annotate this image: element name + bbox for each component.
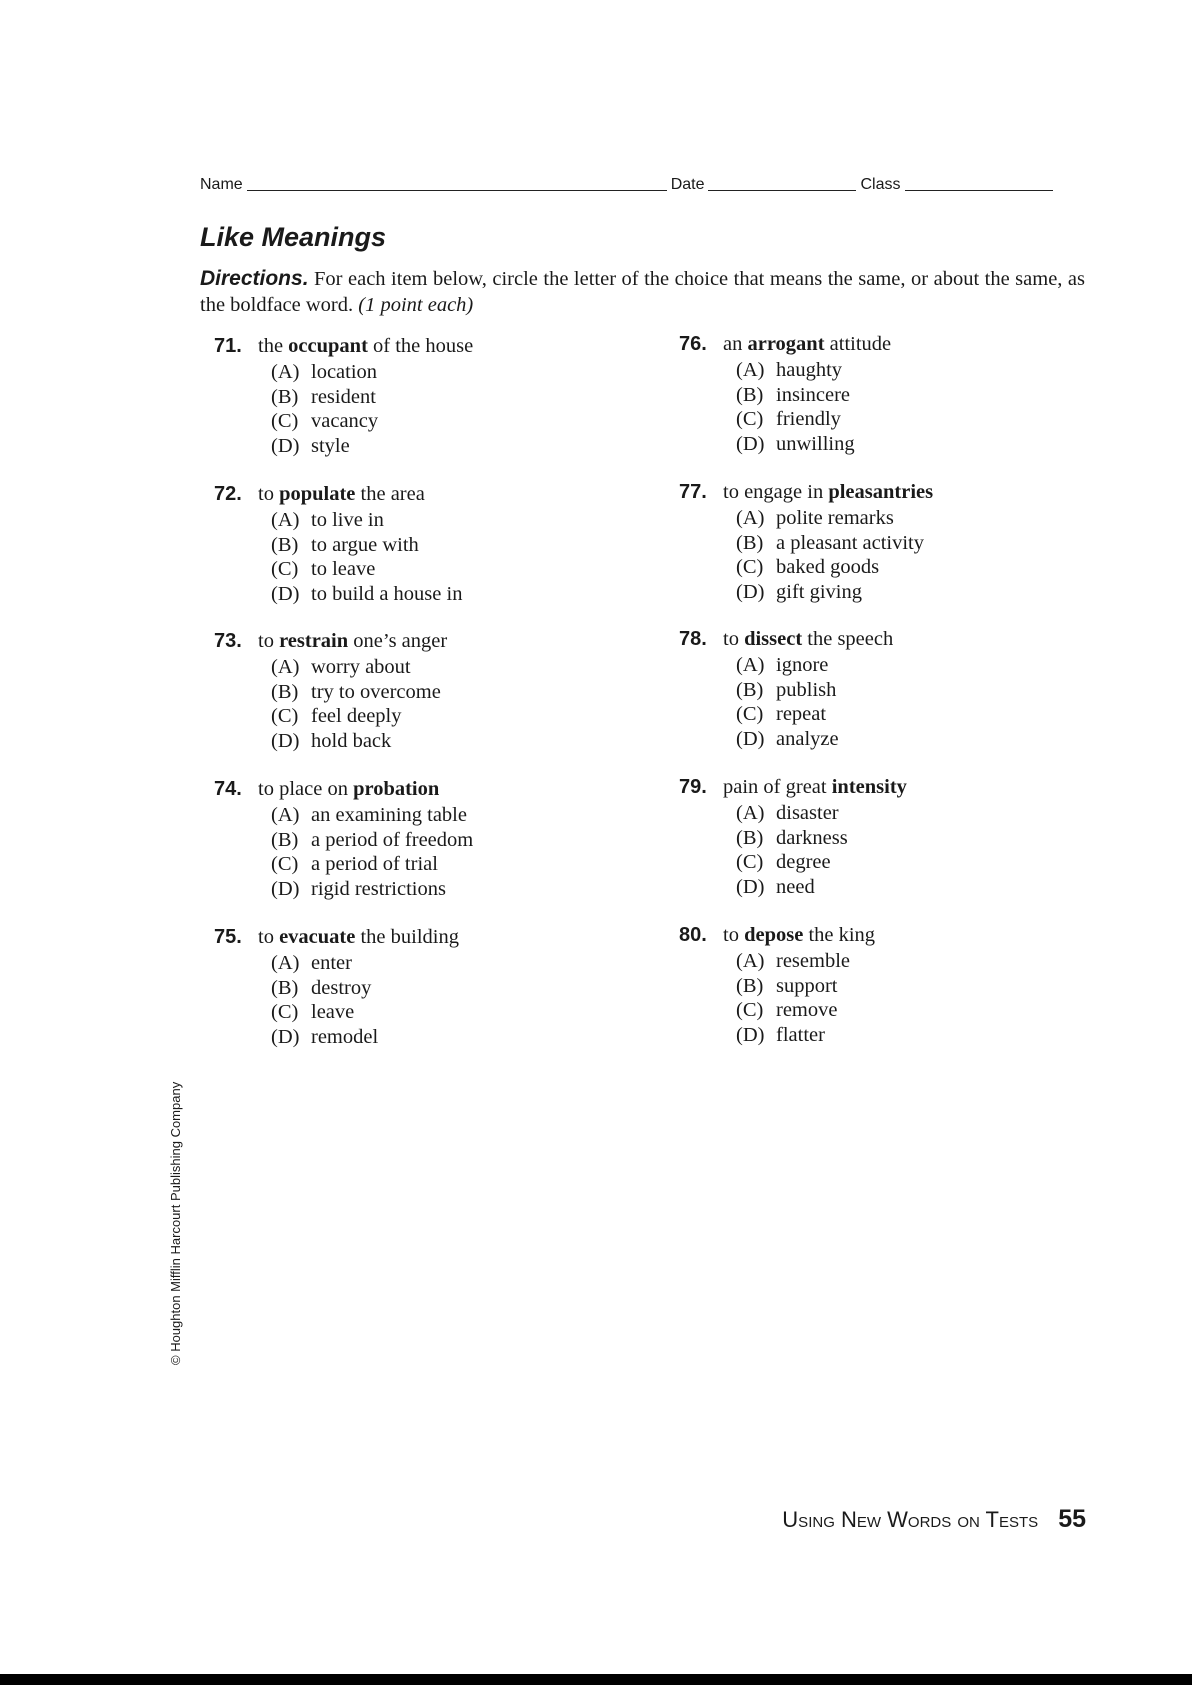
choice-letter[interactable]: (C) [736,556,764,578]
choice-letter[interactable]: (D) [271,729,300,752]
phrase-before: an [723,333,748,355]
choice-text: a period of trial [311,853,438,875]
phrase-before: to engage in [723,481,829,503]
choice-text: to leave [311,558,376,580]
choice-text: to live in [311,509,384,531]
choice-text: repeat [776,703,827,725]
choice-letter[interactable]: (C) [736,999,764,1021]
choice-text: vacancy [311,410,379,432]
choice-letter[interactable]: (B) [736,531,764,554]
choice-letter[interactable]: (C) [271,410,299,432]
question-phrase [258,923,459,951]
choice-text: need [776,875,815,898]
choice-letter[interactable]: (B) [271,828,299,851]
question-phrase [723,773,907,801]
choice-letter[interactable]: (A) [736,802,765,824]
choice-text: leave [311,1001,355,1023]
choice-text: support [776,974,838,997]
choice-text: style [311,434,350,457]
question-number: 80. [679,924,707,946]
phrase-before: the [258,335,289,357]
running-head: Using New Words on Tests [782,1507,1039,1532]
choice-letter[interactable]: (D) [271,434,300,457]
question-number: 71. [214,335,242,357]
name-blank[interactable] [247,190,667,191]
choice-letter[interactable]: (D) [736,432,765,455]
question-number: 74. [214,778,242,800]
phrase-after: attitude [824,333,892,355]
phrase-before: to [723,924,745,946]
choice-letter[interactable]: (C) [271,705,299,727]
choice-text: baked goods [776,556,880,578]
phrase-after: the king [803,924,876,946]
page-number: 55 [1058,1505,1086,1533]
question-phrase [258,332,473,360]
choice-letter[interactable]: (C) [736,851,764,873]
choice-letter[interactable]: (B) [271,533,299,556]
choice-text: rigid restrictions [311,877,446,900]
choice-text: disaster [776,802,839,824]
choice-letter[interactable]: (B) [736,383,764,406]
question-number: 73. [214,630,242,652]
choice-letter[interactable]: (A) [271,952,300,974]
choice-text: polite remarks [776,507,894,529]
choice-text: gift giving [776,580,862,603]
boldface-word: probation [353,778,440,800]
page-footer [782,1505,1086,1534]
class-blank[interactable] [905,190,1053,191]
choice-letter[interactable]: (C) [736,408,764,430]
choice-letter[interactable]: (D) [736,727,765,750]
question-phrase [258,627,447,655]
choice-letter[interactable]: (A) [271,804,300,826]
phrase-before: pain of great [723,776,832,798]
choice-letter[interactable]: (D) [736,1023,765,1046]
directions-text: For each item below, circle the letter of the choice that means the same, or about the same, as the boldface word. [200,268,1085,316]
question-phrase [258,480,425,508]
question-phrase [723,478,933,506]
phrase-before: to place on [258,778,354,800]
boldface-word: arrogant [747,333,825,355]
choice-text: enter [311,952,352,974]
choice-text: worry about [311,656,411,678]
choice-letter[interactable]: (B) [736,826,764,849]
choice-text: friendly [776,408,841,430]
choice-letter[interactable]: (A) [271,361,300,383]
question-number: 72. [214,483,242,505]
phrase-after: the building [355,926,459,948]
choice-text: analyze [776,727,839,750]
choice-text: to argue with [311,533,419,556]
choice-letter[interactable]: (D) [271,1025,300,1048]
choice-letter[interactable]: (A) [736,507,765,529]
choice-text: location [311,361,378,383]
choice-letter[interactable]: (D) [736,875,765,898]
phrase-after: of the house [367,335,474,357]
section-title: Like Meanings [200,222,387,252]
date-blank[interactable] [708,190,856,191]
choice-letter[interactable]: (A) [736,950,765,972]
choice-text: insincere [776,383,850,406]
phrase-before: to [258,483,280,505]
question-number: 78. [679,628,707,650]
class-label: Class [860,176,901,193]
choice-letter[interactable]: (B) [271,976,299,999]
phrase-after: the speech [802,628,894,650]
choice-text: darkness [776,826,848,849]
choice-letter[interactable]: (B) [736,974,764,997]
points-note: (1 point each) [358,294,474,316]
choice-text: remove [776,999,838,1021]
scan-edge [0,1674,1192,1685]
question-phrase [723,921,875,949]
date-label: Date [670,176,705,193]
choice-text: degree [776,851,831,873]
student-info-line [200,176,1075,194]
choice-text: resident [311,385,376,408]
phrase-before: to [723,628,745,650]
question-phrase [723,330,891,358]
copyright-notice: © Houghton Mifflin Harcourt Publishing Company [168,1081,183,1365]
boldface-word: evacuate [279,926,356,948]
choice-letter[interactable]: (A) [271,656,300,678]
choice-text: publish [776,678,837,701]
choice-text: flatter [776,1023,825,1046]
boldface-word: occupant [288,335,368,357]
question-phrase [723,625,893,653]
phrase-before: to [258,630,280,652]
choice-letter[interactable]: (C) [271,1001,299,1023]
choice-letter[interactable]: (A) [736,654,765,676]
choice-text: haughty [776,359,843,381]
phrase-after: the area [355,483,425,505]
question-number: 79. [679,776,707,798]
choice-text: hold back [311,729,392,752]
choice-text: ignore [776,654,829,676]
choice-letter[interactable]: (D) [271,877,300,900]
choice-text: resemble [776,950,850,972]
choice-text: try to overcome [311,680,441,703]
boldface-word: dissect [744,628,803,650]
question-phrase [258,775,439,803]
question-number: 77. [679,481,707,503]
choice-letter[interactable]: (B) [271,385,299,408]
boldface-word: depose [744,924,804,946]
choice-letter[interactable]: (B) [736,678,764,701]
choice-text: a pleasant activity [776,531,924,554]
question-number: 76. [679,333,707,355]
choice-text: feel deeply [311,705,402,727]
phrase-before: to [258,926,280,948]
boldface-word: pleasantries [828,481,934,503]
phrase-after: one’s anger [348,630,448,652]
directions [200,266,1085,318]
choice-text: to build a house in [311,582,463,605]
choice-letter[interactable]: (C) [271,558,299,580]
choice-text: remodel [311,1025,379,1048]
choice-letter[interactable]: (D) [736,580,765,603]
choice-text: an examining table [311,804,467,826]
choice-letter[interactable]: (A) [271,509,300,531]
choice-text: a period of freedom [311,828,474,851]
choice-letter[interactable]: (B) [271,680,299,703]
choice-text: destroy [311,976,372,999]
boldface-word: intensity [831,776,907,798]
boldface-word: restrain [279,630,349,652]
choice-letter[interactable]: (C) [271,853,299,875]
choice-letter[interactable]: (A) [736,359,765,381]
question-number: 75. [214,926,242,948]
choice-letter[interactable]: (C) [736,703,764,725]
directions-label: Directions. [200,267,309,290]
choice-letter[interactable]: (D) [271,582,300,605]
boldface-word: populate [279,483,356,505]
name-label: Name [200,176,243,193]
choice-text: unwilling [776,432,855,455]
